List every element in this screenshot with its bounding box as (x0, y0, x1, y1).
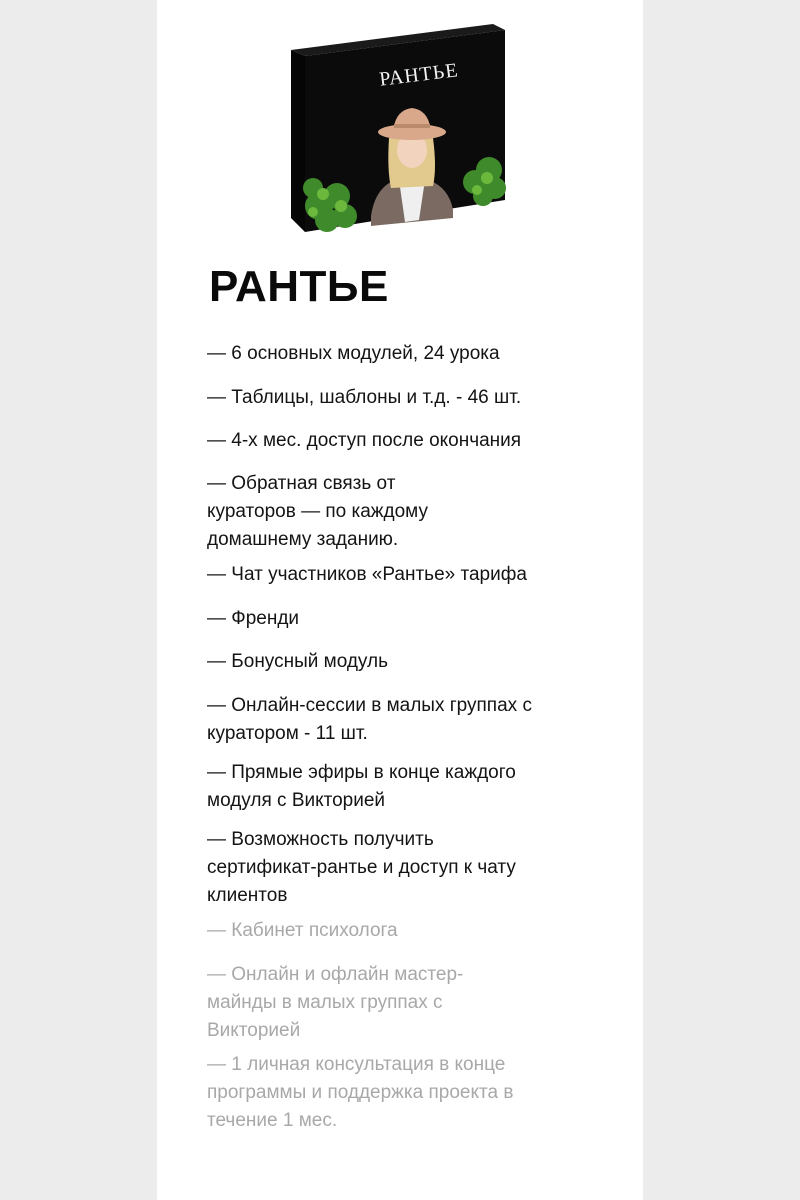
feature-item-unavailable: — Онлайн и офлайн мастер-майнды в малых группах с Викторией (207, 964, 464, 1041)
product-box-label: РАНТЬЕ (378, 59, 460, 91)
feature-item: — Онлайн-сессии в малых группах с куратором - 11 шт. (207, 695, 532, 744)
feature-item: — Обратная связь от кураторов — по каждому домашнему заданию. (207, 473, 428, 550)
feature-item-unavailable: — Кабинет психолога (207, 920, 398, 941)
feature-item-unavailable: — 1 личная консультация в конце программы и поддержка проекта в течение 1 мес. (207, 1054, 514, 1131)
feature-item: — 4-х мес. доступ после окончания (207, 430, 522, 451)
feature-item: — 6 основных модулей, 24 урока (207, 343, 500, 364)
feature-item: — Чат участников «Рантье» тарифа (207, 564, 527, 585)
tariff-title: РАНТЬЕ (209, 262, 389, 311)
feature-item: — Возможность получить сертификат-рантье и доступ к чату клиентов (207, 829, 516, 906)
feature-item: — Френди (207, 608, 300, 629)
product-box-image (283, 20, 519, 234)
tariff-card (157, 0, 643, 1200)
feature-item: — Таблицы, шаблоны и т.д. - 46 шт. (207, 387, 522, 408)
feature-item: — Бонусный модуль (207, 651, 389, 672)
feature-item: — Прямые эфиры в конце каждого модуля с Викторией (207, 762, 516, 811)
